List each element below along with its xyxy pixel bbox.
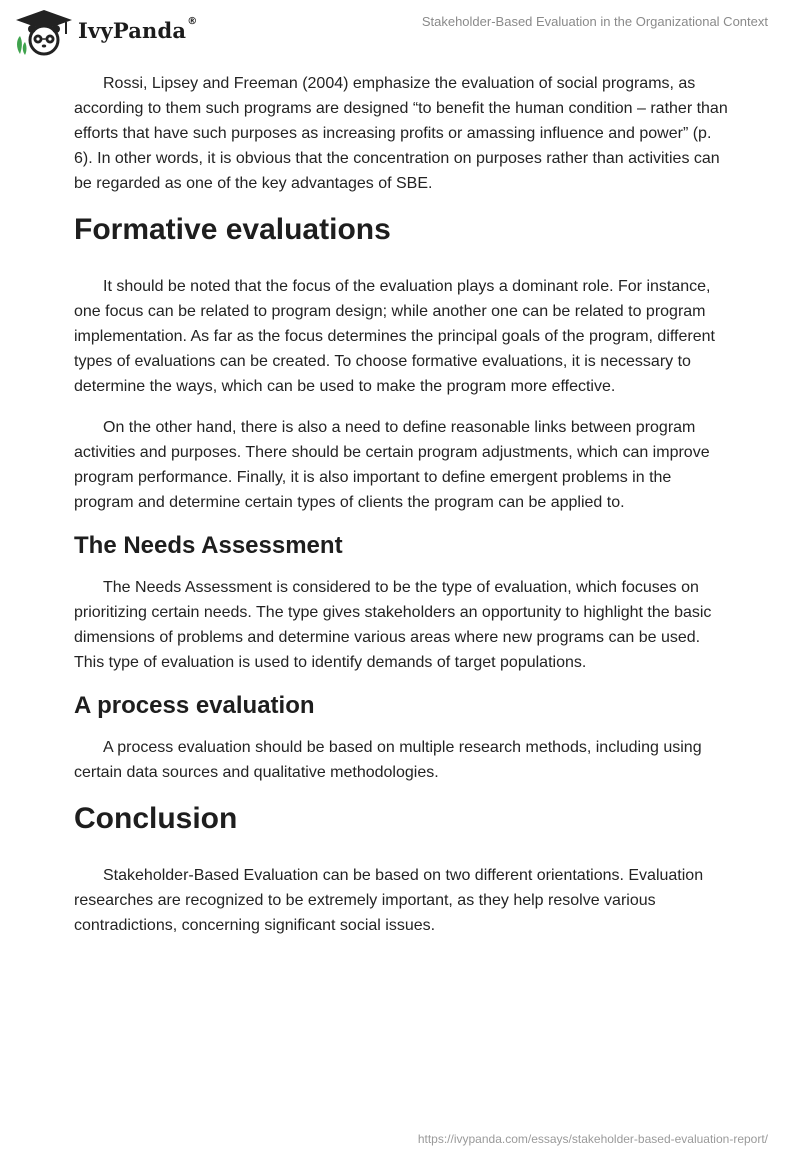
- brand-name: IvyPanda: [78, 18, 187, 43]
- panda-graduation-cap-icon[interactable]: [14, 8, 76, 56]
- article-body: [74, 71, 734, 954]
- page-header: [0, 0, 800, 60]
- paragraph-process: A process evaluation should be based on multiple research methods, including using certain data sources and qualitative methodologies.: [74, 739, 702, 781]
- heading-process-evaluation: A process evaluation: [74, 692, 315, 719]
- source-url-link[interactable]: https://ivypanda.com/essays/stakeholder-based-evaluation-report/: [417, 1132, 768, 1146]
- paragraph-intro: Rossi, Lipsey and Freeman (2004) emphasize the evaluation of social programs, as according to them such programs are designed “to benefit the human condition – rather than efforts that have such purposes as increasing profits or amassing influence and power” (p. 6). In other words, it is obvious that the concentration on purposes rather than activities can be regarded as one of the key advantages of SBE.: [74, 75, 728, 192]
- paragraph-formative-1: It should be noted that the focus of the evaluation plays a dominant role. For instance, one focus can be related to program design; while another one can be related to program implementation. As far as the focus determines the principal goals of the program, different types of evaluations can be created. To choose formative evaluations, it is necessary to determine the ways, which can be used to make the program more effective.: [74, 278, 715, 395]
- paragraph-needs: The Needs Assessment is considered to be the type of evaluation, which focuses on prioritizing certain needs. The type gives stakeholders an opportunity to highlight the basic dimensions of problems and determine various areas where new programs can be used. This type of evaluation is used to identify demands of target populations.: [74, 579, 712, 671]
- registered-mark: ®: [187, 16, 198, 27]
- heading-formative-evaluations: Formative evaluations: [74, 213, 391, 246]
- heading-needs-assessment: The Needs Assessment: [74, 532, 343, 559]
- paragraph-conclusion: Stakeholder-Based Evaluation can be based on two different orientations. Evaluation researches are recognized to be extremely important, as they help resolve various contradictions, concerning significant social issues.: [74, 867, 704, 934]
- running-title: Stakeholder-Based Evaluation in the Organizational Context: [421, 14, 768, 29]
- heading-conclusion: Conclusion: [74, 802, 238, 835]
- paragraph-formative-2: On the other hand, there is also a need to define reasonable links between program activities and purposes. There should be certain program adjustments, which can improve program performance. Finally, it is also important to define emergent problems in the program and determine certain types of clients the program can be applied to.: [74, 419, 710, 511]
- brand-logo-text[interactable]: [78, 18, 197, 43]
